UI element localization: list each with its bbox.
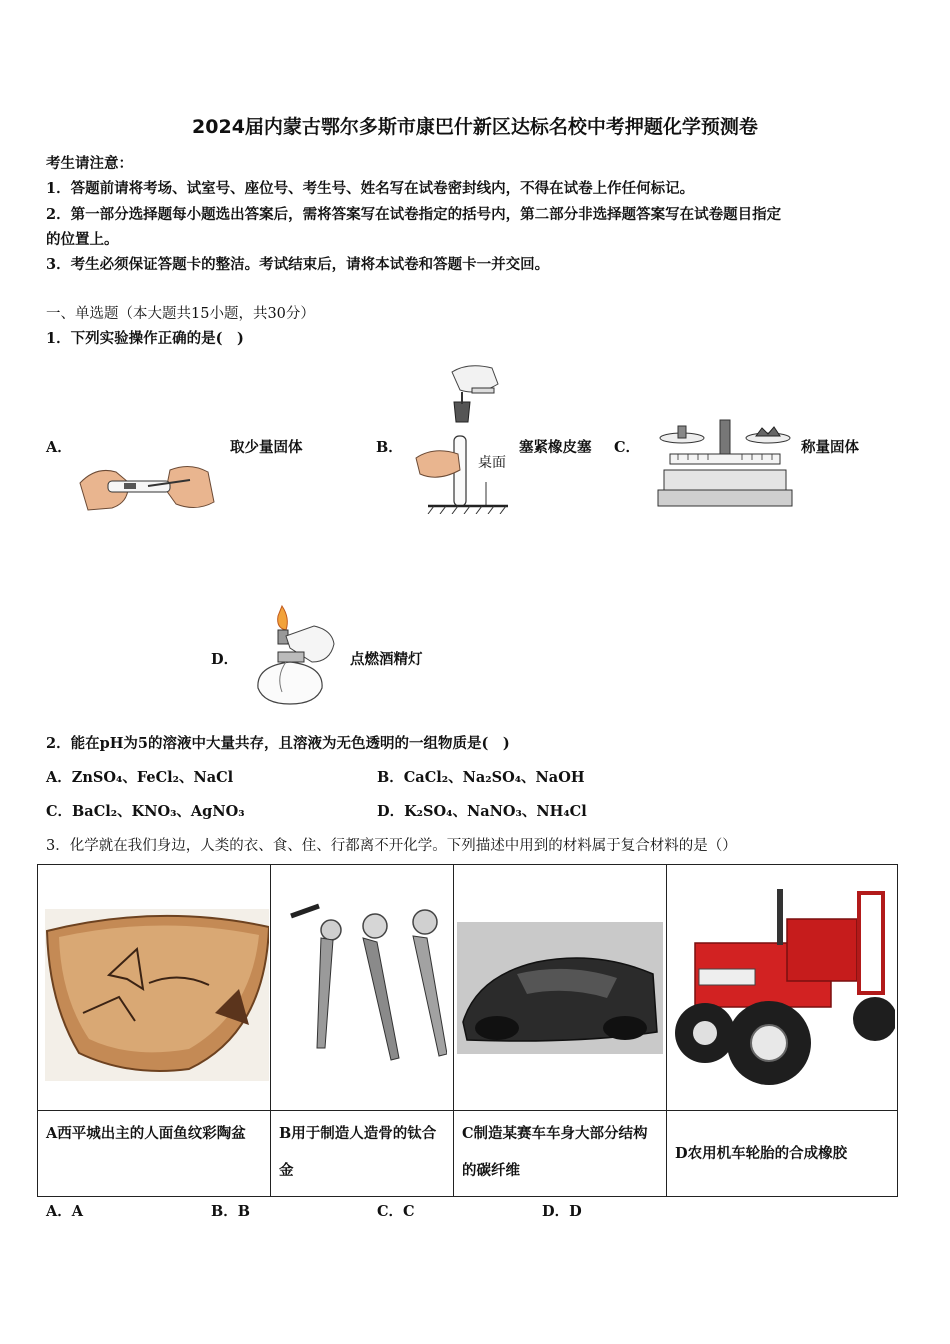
option-d-caption: D农用机车轮胎的合成橡胶: [667, 1111, 898, 1197]
q1-option-a-letter: A．: [46, 439, 72, 456]
notice-item: 3．考生必须保证答题卡的整洁。考试结束后，请将本试卷和答题卡一并交回。: [46, 256, 550, 273]
q1-option-c-letter: C．: [614, 439, 641, 456]
q2-option-c: C．BaCl₂、KNO₃、AgNO₃: [46, 803, 245, 820]
materials-table: [37, 864, 898, 1197]
question-2-stem: 2．能在pH为5的溶液中大量共存，且溶液为无色透明的一组物质是( ): [46, 735, 510, 752]
carbon-fiber-body-image: [457, 922, 663, 1054]
carbon-fiber-body-image-cell: [454, 865, 667, 1111]
notice-item: 2．第一部分选择题每小题选出答案后，需将答案写在试卷指定的括号内，第二部分非选择题答案写在试卷题目指定: [46, 206, 782, 223]
titanium-bone-image: [277, 898, 447, 1078]
pottery-bowl-image: [39, 893, 269, 1083]
q1-option-b-text: 塞紧橡皮塞: [519, 439, 592, 456]
notice-heading: 考生请注意：: [46, 155, 133, 172]
q2-option-b: B．CaCl₂、Na₂SO₄、NaOH: [377, 769, 585, 786]
question-1-stem: 1．下列实验操作正确的是( ): [46, 330, 244, 347]
q2-option-a: A．ZnSO₄、FeCl₂、NaCl: [46, 769, 234, 786]
desk-label: 桌面: [478, 455, 506, 471]
question-3-stem: 3．化学就在我们身边，人类的衣、食、住、行都离不开化学。下列描述中用到的材料属于复合材料的是（）: [46, 838, 737, 854]
alcohol-lamp-figure: [246, 600, 342, 708]
notice-item: 1．答题前请将考场、试室号、座位号、考生号、姓名写在试卷密封线内，不得在试卷上作任何标记。: [46, 180, 695, 197]
tractor-image: [669, 883, 895, 1093]
notice-item: 的位置上。: [46, 231, 119, 248]
q1-option-a-text: 取少量固体: [230, 439, 303, 456]
q3-answer-c: C．C: [377, 1203, 415, 1220]
option-a-caption: A西平城出主的人面鱼纹彩陶盆: [38, 1111, 271, 1197]
option-b-caption: B用于制造人造骨的钛合金: [271, 1111, 454, 1197]
q1-option-d-text: 点燃酒精灯: [350, 651, 423, 668]
q2-option-d: D．K₂SO₄、NaNO₃、NH₄Cl: [377, 803, 587, 820]
option-c-caption: C制造某赛车车身大部分结构的碳纤维: [454, 1111, 667, 1197]
tractor-image-cell: [667, 865, 898, 1111]
balance-scale-figure: [656, 418, 794, 510]
exam-title: 2024届内蒙古鄂尔多斯市康巴什新区达标名校中考押题化学预测卷: [192, 116, 758, 138]
insert-stopper-figure: [408, 362, 512, 514]
pottery-bowl-image-cell: [38, 865, 271, 1111]
q1-option-b-letter: B．: [376, 439, 403, 456]
section-heading: 一、单选题（本大题共15小题，共30分）: [46, 306, 315, 322]
q1-option-d-letter: D．: [211, 651, 239, 668]
take-solid-hands-figure: [78, 458, 218, 516]
q3-answer-b: B．B: [211, 1203, 251, 1220]
q1-option-c-text: 称量固体: [801, 439, 859, 456]
titanium-bone-image-cell: [271, 865, 454, 1111]
q3-answer-d: D．D: [542, 1203, 582, 1220]
q3-answer-a: A．A: [46, 1203, 84, 1220]
